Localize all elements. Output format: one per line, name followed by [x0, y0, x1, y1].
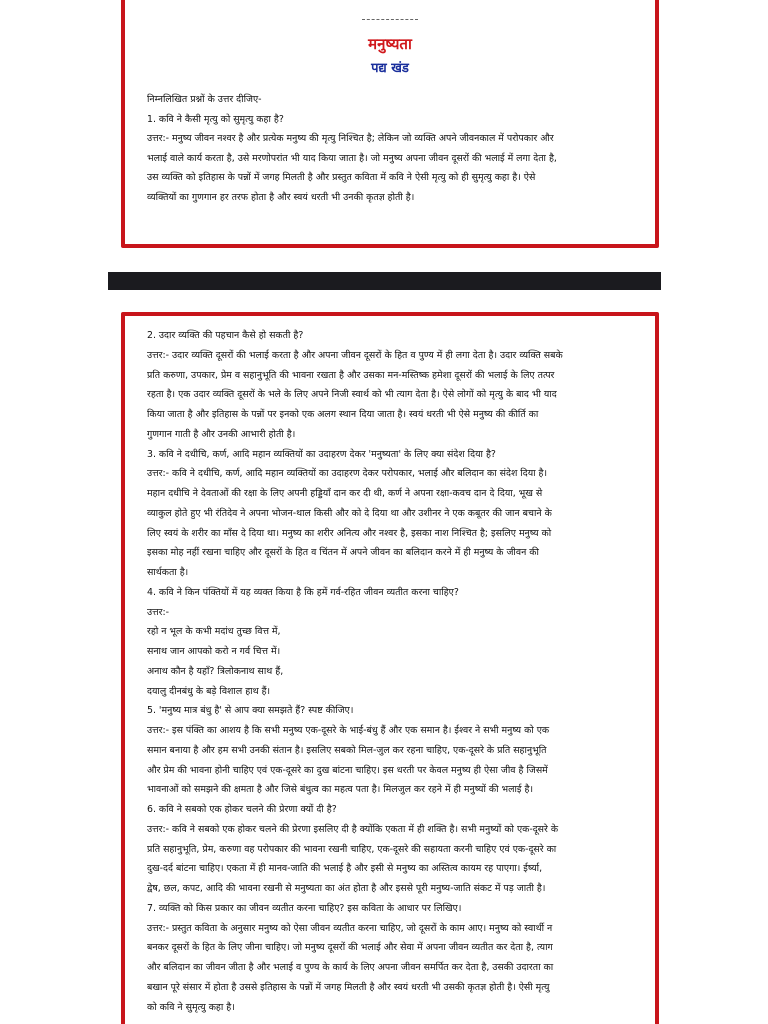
text-line: समान बनाया है और हम सभी उनकी संतान है। इसलिए सबको मिल-जुल कर रहना चाहिए, एक-दूसरे के प्रति सहानुभूति: [147, 744, 547, 756]
text-line: दुख-दर्द बांटना चाहिए। एकता में ही मानव-जाति की भलाई है और इसी से मनुष्य का अस्तित्व कायम रह पाएगा। ईर्ष्या,: [147, 863, 543, 875]
text-line: व्यक्तियों का गुणगान हर तरफ होता है और स्वयं धरती भी उनकी कृतज्ञ होती है।: [147, 191, 415, 203]
text-line: लिए स्वयं के शरीर का माँस दे दिया था। मनुष्य का शरीर अनित्य और नश्वर है, इसका नाश निश्चित है; इसलिए मनुष्य को: [147, 527, 552, 539]
text-line: भलाई वाले कार्य करता है, उसे मरणोपरांत भी याद किया जाता है। जो मनुष्य अपना जीवन दूसरों की भलाई में लगा देता है,: [147, 152, 557, 164]
text-line: द्वेष, छल, कपट, आदि की भावना रखनी से मनुष्यता का अंत होता है और इससे पूरी मनुष्य-जाति संकट में पड़ जाती है।: [147, 883, 546, 894]
text-line: 5. 'मनुष्य मात्र बंधु है' से आप क्या समझते हैं? स्पष्ट कीजिए।: [147, 705, 354, 717]
text-line: को कवि ने सुमृत्यु कहा है।: [147, 1001, 235, 1013]
page-separator: [108, 272, 661, 290]
text-line: उत्तर:- इस पंक्ति का आशय है कि सभी मनुष्य एक-दूसरे के भाई-बंधु हैं और एक समान है। ईश्वर ने सभी मनुष्य को एक: [147, 725, 550, 736]
text-line: उत्तर:- प्रस्तुत कविता के अनुसार मनुष्य को ऐसा जीवन व्यतीत करना चाहिए, जो दूसरों के काम आए। मनुष्य को स्वार्थी न: [147, 922, 553, 934]
page-top: [121, 0, 659, 248]
text-line: 2. उदार व्यक्ति की पहचान कैसे हो सकती है?: [147, 330, 304, 341]
text-line: उत्तर:-: [147, 606, 169, 618]
bottom-text-body: [147, 326, 635, 1017]
text-line: बनकर दूसरों के हित के लिए जीना चाहिए। जो मनुष्य दूसरों की भलाई और सेवा में अपना जीवन व्यतीत कर देता है, त्याग: [147, 942, 553, 954]
top-rule: [362, 12, 418, 20]
text-line: इसका मोह नहीं रखना चाहिए और दूसरों के हित व चिंतन में अपने जीवन का बलिदान करने में ही मनुष्य के जीवन की: [147, 547, 539, 559]
text-line: उत्तर:- कवि ने सबको एक होकर चलने की प्रेरणा इसलिए दी है क्योंकि एकता में ही शक्ति है। सभी मनुष्यों को एक-दूसरे के: [147, 823, 559, 835]
text-line: उत्तर:- कवि ने दधीचि, कर्ण, आदि महान व्यक्तियों का उदाहरण देकर परोपकार, भलाई और बलिदान का संदेश दिया है।: [147, 468, 548, 480]
page-bottom: [121, 312, 659, 1024]
text-line: सनाथ जान आपको करो न गर्व चित्त में।: [147, 646, 281, 657]
text-line: 4. कवि ने किन पंक्तियों में यह व्यक्त किया है कि हमें गर्व-रहित जीवन व्यतीत करना चाहिए?: [147, 586, 459, 598]
text-line: किया जाता है और इतिहास के पन्नों पर इनको एक अलग स्थान दिया जाता है। स्वयं धरती भी ऐसे मनुष्य की कीर्ति का: [147, 409, 539, 420]
text-line: उत्तर:- मनुष्य जीवन नश्वर है और प्रत्येक मनुष्य की मृत्यु निश्चित है; लेकिन जो व्यक्ति अपने जीवनकाल में परोपकार और: [147, 133, 554, 145]
text-line: अनाथ कौन है यहाँ? त्रिलोकनाथ साथ हैं,: [147, 665, 284, 677]
text-line: सार्थकता है।: [147, 567, 189, 578]
text-line: व्याकुल होते हुए भी रंतिदेव ने अपना भोजन-थाल किसी और को दे दिया था और उशीनर ने एक कबूतर की जान बचाने के: [147, 507, 552, 519]
text-line: गुणगान गाती है और उनकी आभारी होती है।: [147, 428, 296, 440]
text-line: निम्नलिखित प्रश्नों के उत्तर दीजिए-: [147, 94, 262, 105]
text-line: और प्रेम की भावना होनी चाहिए एवं एक-दूसरे का दुख बांटना चाहिए। इस धरती पर केवल मनुष्य ही ऐसा जीव है जिसमें: [147, 764, 548, 776]
text-line: प्रति करुणा, उपकार, प्रेम व सहानुभूति की भावना रखता है और उसका मन-मस्तिष्क हमेशा दूसरों की भलाई के लिए तत्पर: [147, 369, 555, 381]
text-line: उस व्यक्ति को इतिहास के पन्नों में जगह मिलती है और प्रस्तुत कविता में कवि ने ऐसी मृत्यु को ही सुमृत्यु कहा है। ऐसे: [147, 172, 536, 184]
text-line: 1. कवि ने कैसी मृत्यु को सुमृत्यु कहा है?: [147, 113, 284, 125]
page-title: मनुष्यता: [368, 35, 412, 53]
text-line: 3. कवि ने दधीचि, कर्ण, आदि महान व्यक्तियों का उदाहरण देकर 'मनुष्यता' के लिए क्या संदेश दिया है?: [147, 448, 496, 460]
text-line: उत्तर:- उदार व्यक्ति दूसरों की भलाई करता है और अपना जीवन दूसरों के हित व पुण्य में ही लगा देता है। उदार व्यक्ति सबके: [147, 349, 563, 361]
section-subtitle: पद्य खंड: [371, 61, 409, 76]
text-line: दयालु दीनबंधु के बड़े विशाल हाथ हैं।: [147, 685, 271, 697]
text-line: 7. व्यक्ति को किस प्रकार का जीवन व्यतीत करना चाहिए? इस कविता के आधार पर लिखिए।: [147, 902, 462, 914]
text-line: भावनाओं को समझने की क्षमता है और जिसे बंधुत्व का महत्व पता है। मिलजुल कर रहने में ही मनुष्यों की भलाई है।: [147, 784, 534, 796]
text-line: रहो न भूल के कभी मदांध तुच्छ वित्त में,: [147, 626, 281, 638]
text-line: रहता है। एक उदार व्यक्ति दूसरों के भले के लिए अपने निजी स्वार्थ को भी त्याग देता है। ऐसे लोगों को मृत्यु के बाद भी याद: [147, 389, 557, 401]
text-line: बखान पूरे संसार में होता है उससे इतिहास के पन्नों में जगह मिलती है और स्वयं धरती भी उसकी कृतज्ञ होती है। ऐसी मृत्यु: [147, 981, 550, 993]
text-line: और बलिदान का जीवन जीता है और भलाई व पुण्य के कार्य के लिए अपना जीवन समर्पित कर देता है, उसकी उदारता का: [147, 962, 554, 973]
text-line: प्रति सहानुभूति, प्रेम, करुणा वह परोपकार की भावना रखनी चाहिए, एक-दूसरे की सहायता करनी चाहिए एवं एक-दूसरे का: [147, 843, 557, 855]
text-line: 6. कवि ने सबको एक होकर चलने की प्रेरणा क्यों दी है?: [147, 804, 337, 815]
top-text-body: [147, 90, 633, 208]
text-line: महान दधीचि ने देवताओं की रक्षा के लिए अपनी हड्डियाँ दान कर दी थी, कर्ण ने अपना रक्षा-कवच दान दे दिया, भूख से: [147, 488, 543, 499]
